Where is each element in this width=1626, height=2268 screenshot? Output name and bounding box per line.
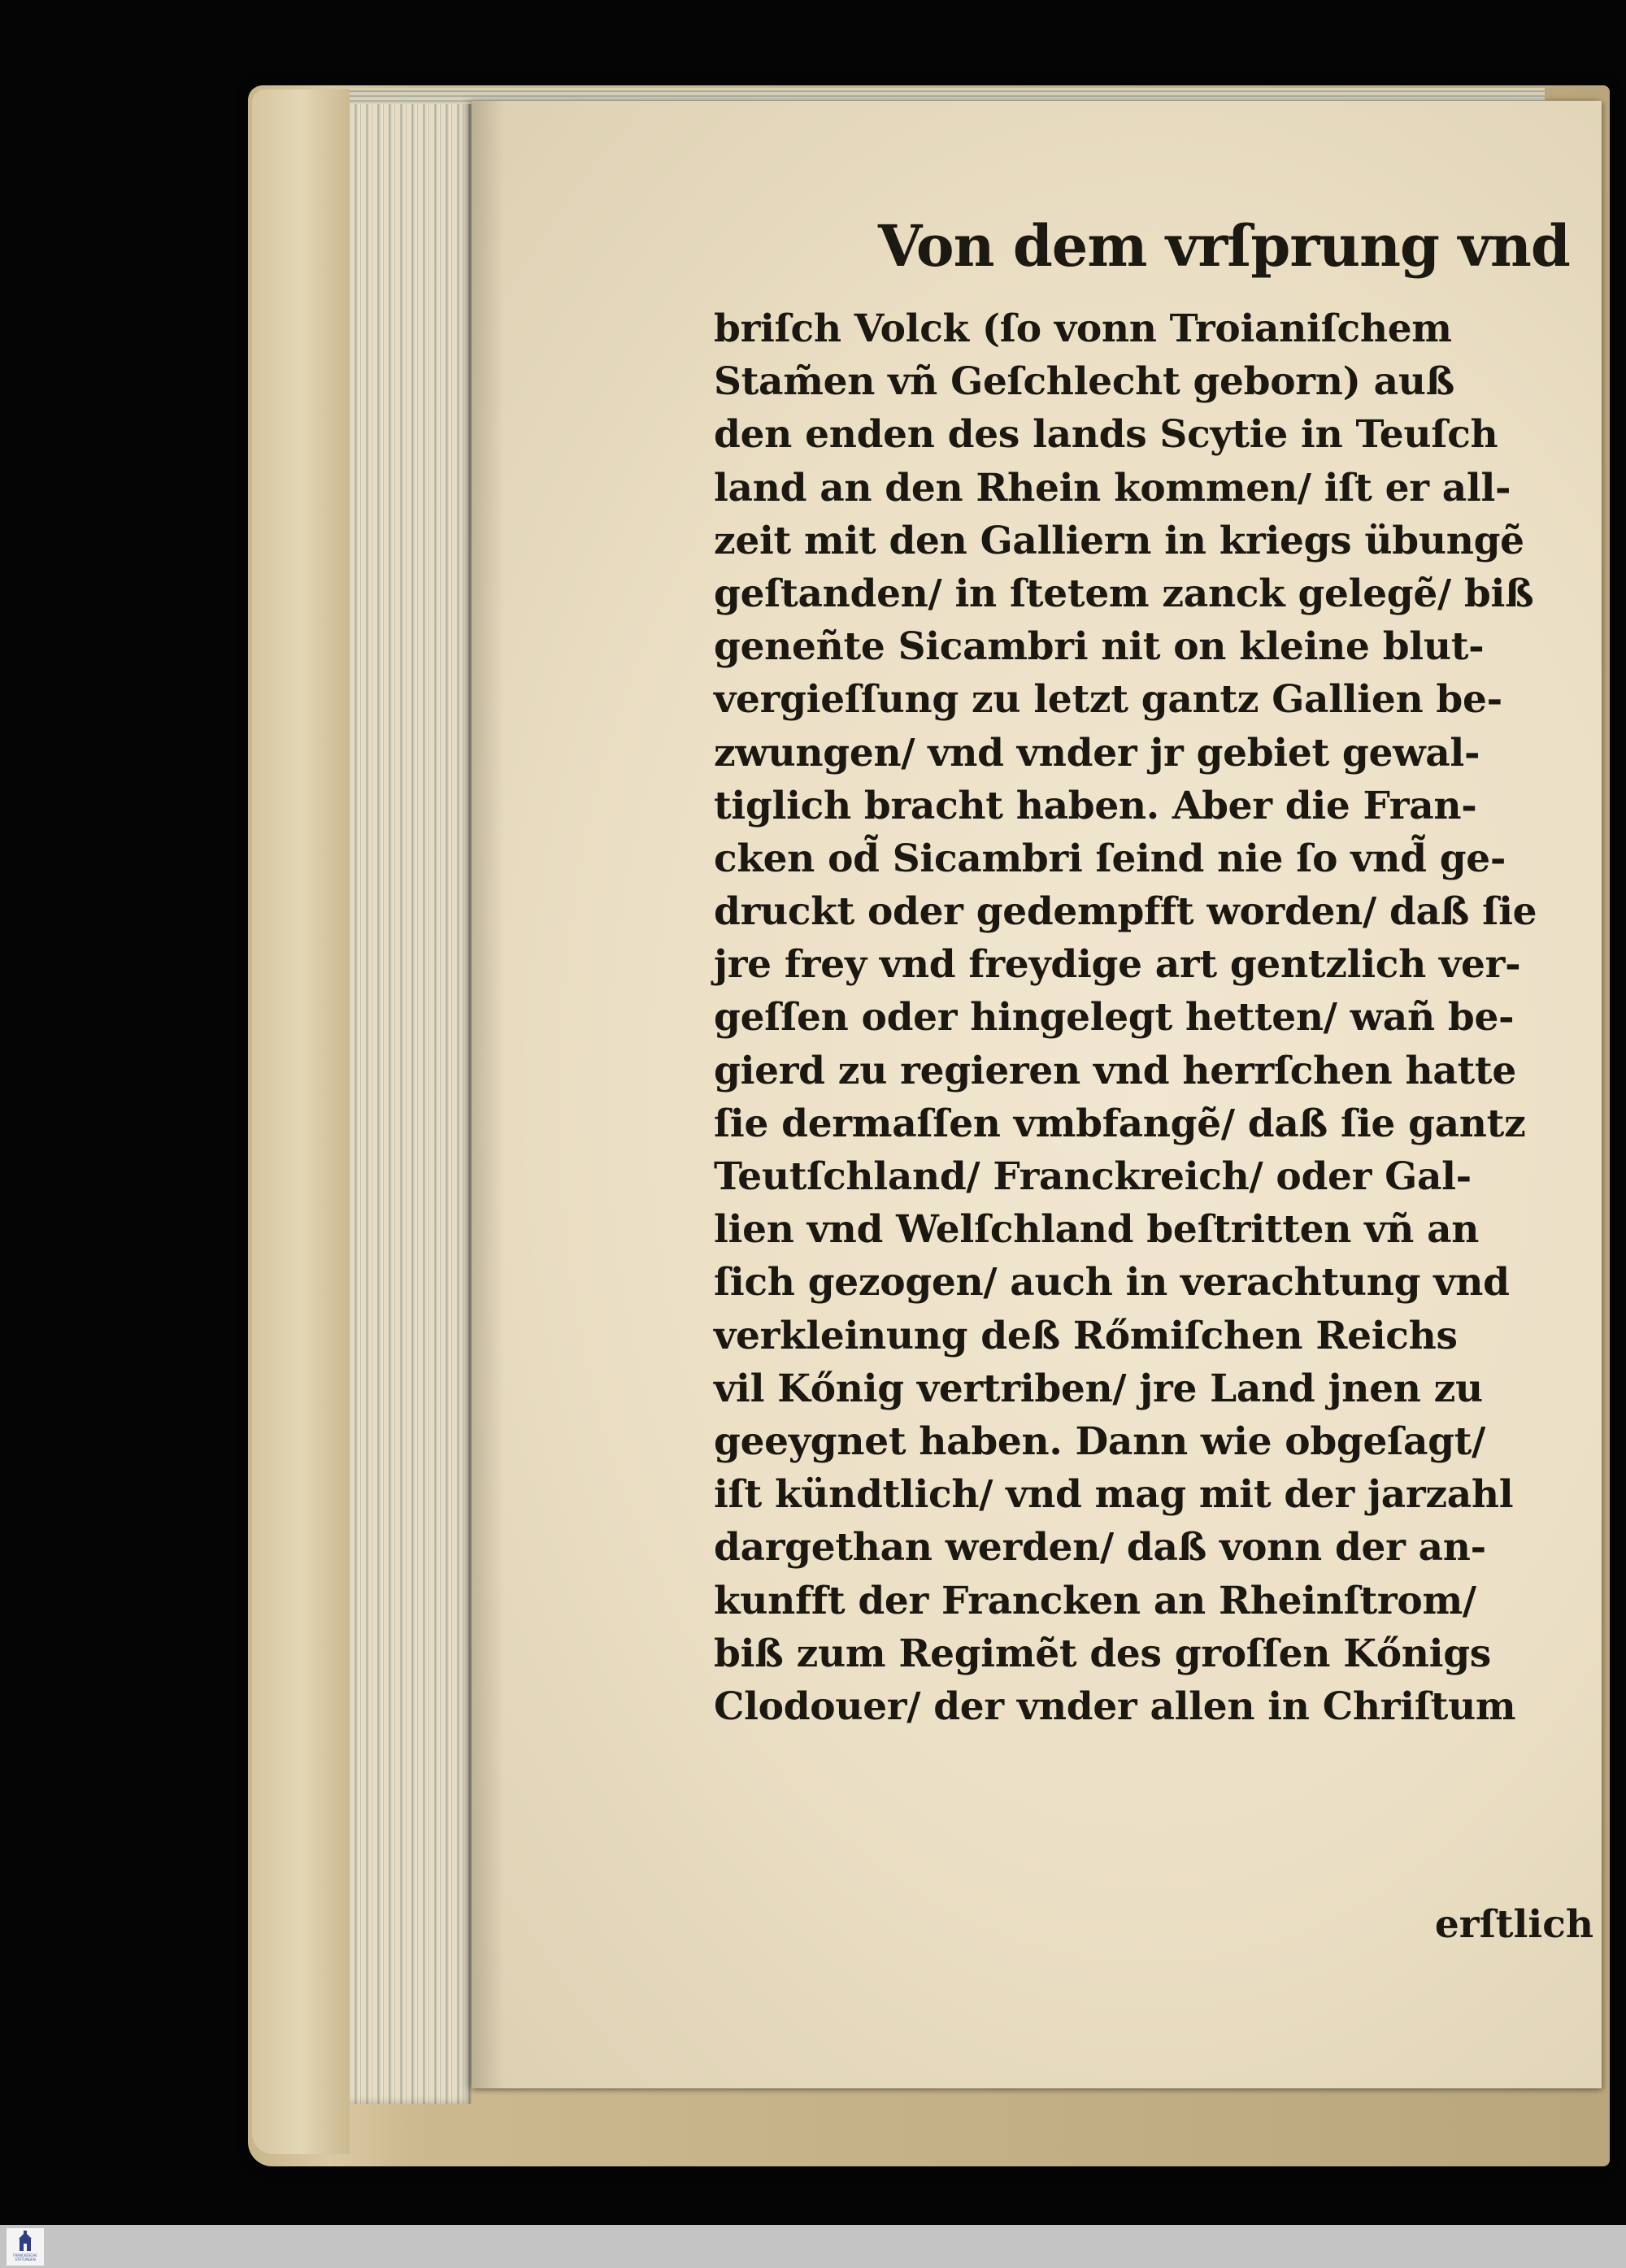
text-line: zeit mit den Galliern in kriegs übungẽ — [714, 518, 1524, 563]
page-edges — [350, 96, 472, 2104]
text-line: geſtanden/ in ſtetem zanck gelegẽ/ biß — [714, 571, 1534, 616]
text-line: land an den Rhein kommen/ iſt er all- — [714, 465, 1511, 511]
text-line: geeygnet haben. Dann wie obgeſagt/ — [714, 1419, 1485, 1464]
viewer-footer-bar — [0, 2225, 1626, 2268]
text-line: geſſen oder hingelegt hetten/ wañ be- — [714, 995, 1515, 1041]
text-line: briſch Volck (ſo vonn Troianiſchem — [714, 306, 1452, 351]
text-line: druckt oder gedempfft worden/ daß ſie — [714, 889, 1537, 935]
text-line: kunfft der Francken an Rheinſtrom/ — [714, 1578, 1476, 1623]
text-line: zwungen/ vnd vnder jr gebiet gewal- — [714, 730, 1480, 776]
text-line: geneñte Sicambri nit on kleine blut- — [714, 624, 1485, 670]
cover-flap — [252, 89, 350, 2154]
text-line: verkleinung deß Rőmiſchen Reichs — [714, 1313, 1458, 1358]
library-logo — [7, 2228, 44, 2266]
text-line: den enden des lands Scytie in Teuſch — [714, 412, 1498, 458]
text-line: Stam̃en vñ Geſchlecht geborn) auß — [714, 359, 1455, 405]
text-line: lien vnd Welſchland beſtritten vñ an — [714, 1207, 1480, 1253]
text-line: vergieſſung zu letzt gantz Gallien be- — [714, 677, 1502, 723]
text-line: cken od̃ Sicambri ſeind nie ſo vnd̃ ge- — [714, 836, 1506, 881]
text-line: vil Kőnig vertriben/ jre Land jnen zu — [714, 1366, 1483, 1411]
running-head: Von dem vrſprung vnd — [878, 212, 1570, 280]
text-line: ſich gezogen/ auch in verachtung vnd — [714, 1260, 1510, 1306]
text-line: Clodouer/ der vnder allen in Chriſtum — [714, 1684, 1516, 1729]
text-line: jre frey vnd freydige art gentzlich ver- — [714, 942, 1521, 988]
body-text — [714, 302, 1592, 1733]
text-line: biß zum Regimẽt des groſſen Kőnigs — [714, 1631, 1491, 1676]
text-line: dargethan werden/ daß vonn der an- — [714, 1525, 1486, 1571]
building-icon — [19, 2231, 32, 2252]
text-line: gierd zu regieren vnd herrſchen hatte — [714, 1048, 1516, 1093]
page-gutter — [472, 101, 504, 2088]
text-line: iſt kündtlich/ vnd mag mit der jarzahl — [714, 1472, 1514, 1518]
catchword: erſtlich — [1434, 1902, 1593, 1947]
text-line: tiglich bracht haben. Aber die Fran- — [714, 783, 1477, 828]
logo-text: FRANCKESCHE STIFTUNGEN — [13, 2253, 37, 2261]
text-line: ſie dermaſſen vmbfangẽ/ daß ſie gantz — [714, 1101, 1526, 1146]
text-line: Teutſchland/ Franckreich/ oder Gal- — [714, 1154, 1472, 1199]
